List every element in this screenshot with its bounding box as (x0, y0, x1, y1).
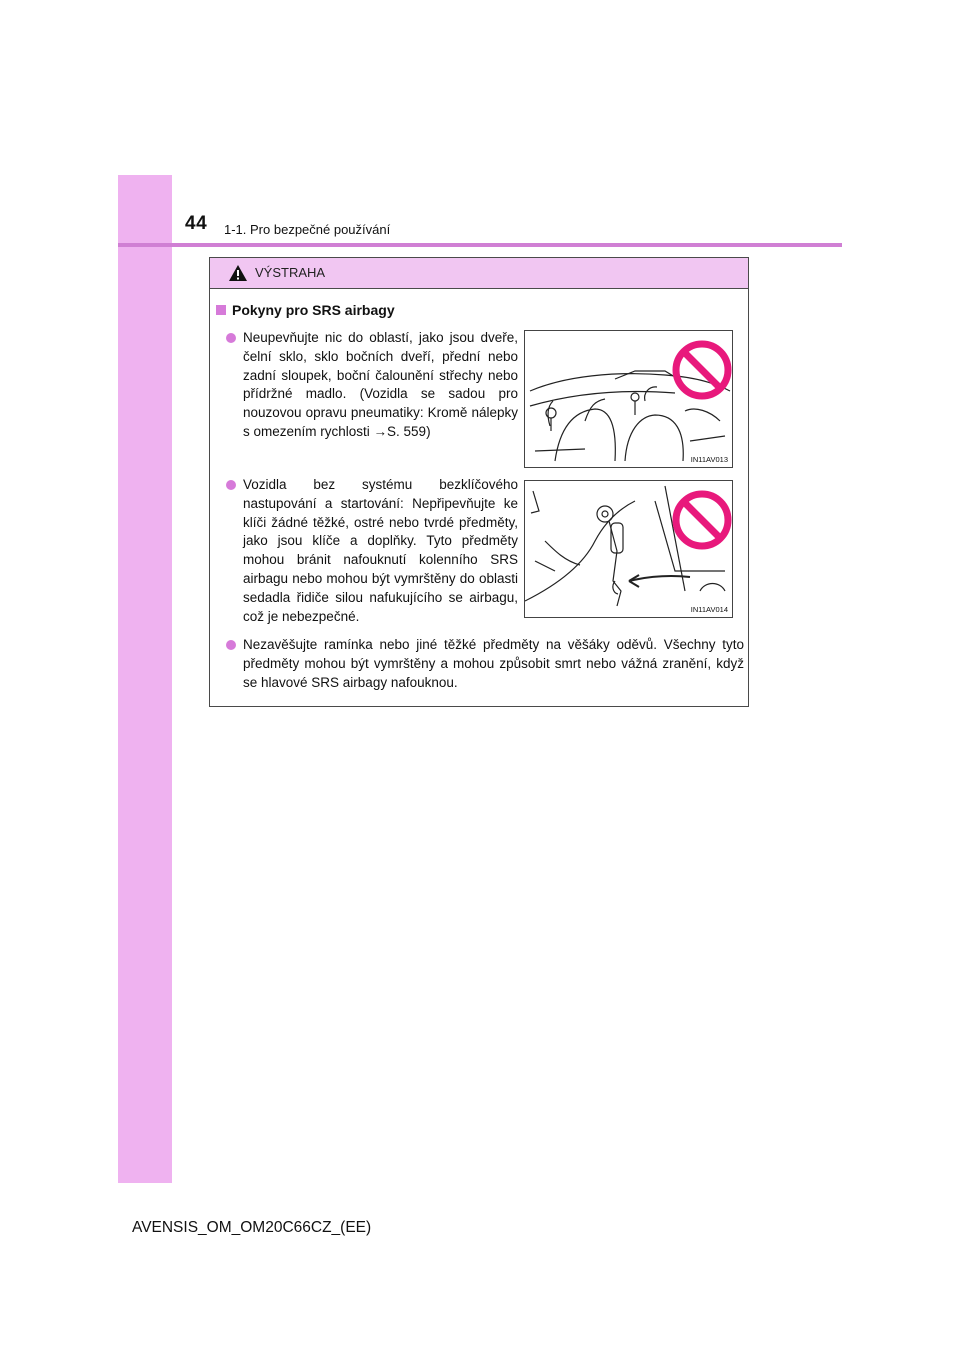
section-title: 1-1. Pro bezpečné používání (224, 222, 391, 237)
bullet-item (226, 636, 744, 692)
bullet-dot-icon (226, 640, 236, 650)
bullet-text: Vozidla bez systému bezklíčového nastupování a startování: Nepřipevňujte ke klíči žádné těžké, ostré nebo tvrdé předměty, jako jsou klíče a doplňky. Tyto předměty mohou bránit nafouknutí kolenního SRS airbagu nebo mohou být vymrštěny do oblasti sedadla řidiče silou nafukujícího se airbagu, což je nebezpečné. (243, 477, 518, 624)
bullet-item (226, 476, 518, 626)
figure-airbag-area (524, 330, 733, 468)
prohibition-icon (671, 489, 733, 551)
figure-code: IN11AV014 (690, 605, 728, 614)
warning-header (210, 258, 748, 289)
page-number: 44 (185, 213, 208, 234)
figure-ignition-key (524, 480, 733, 618)
bullet-text: Nezavěšujte ramínka nebo jiné těžké předměty na věšáky oděvů. Všechny tyto předměty mohou být vymrštěny a mohou způsobit smrt nebo vážná zranění, když se hlavové SRS airbagy nafouknou. (243, 637, 744, 690)
warning-label: VÝSTRAHA (255, 265, 326, 280)
document-code: AVENSIS_OM_OM20C66CZ_(EE) (132, 1219, 372, 1236)
side-color-band (118, 175, 172, 1183)
warning-box (209, 257, 749, 707)
subheading-text: Pokyny pro SRS airbagy (232, 302, 395, 318)
bullet-dot-icon (226, 480, 236, 490)
bullet-item (226, 329, 518, 442)
bullet-dot-icon (226, 333, 236, 343)
figure-code: IN11AV013 (690, 455, 728, 464)
square-bullet-icon (216, 305, 226, 315)
prohibition-icon (671, 339, 733, 401)
warning-triangle-icon (228, 264, 248, 282)
bullet-text: Neupevňujte nic do oblastí, jako jsou dveře, čelní sklo, sklo bočních dveří, přední nebo zadní sloupek, boční čalounění střechy nebo přídržné madlo. (Vozidla se sadou pro nouzovou opravu pneumatiky: Kromě nálepky s omezením rychlosti →S. 559) (243, 330, 518, 439)
header-rule (118, 243, 842, 247)
warning-subheading (216, 302, 395, 318)
